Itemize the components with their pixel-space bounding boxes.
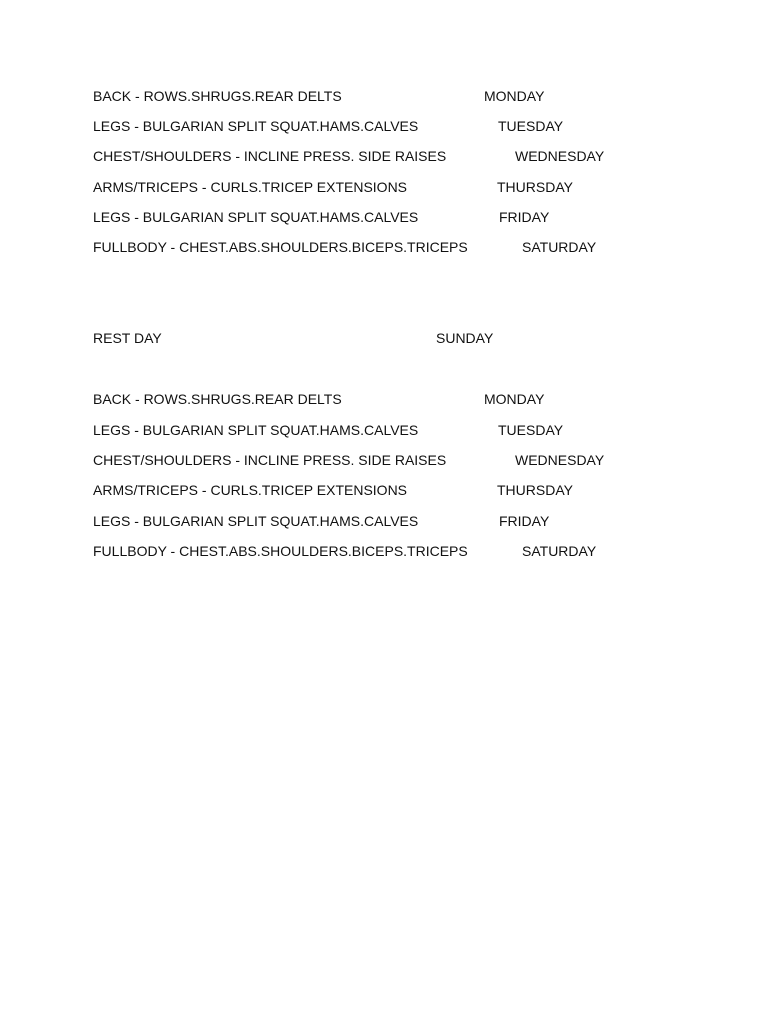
day-text: WEDNESDAY — [515, 452, 605, 468]
workout-text: FULLBODY - CHEST.ABS.SHOULDERS.BICEPS.TRICEPS — [93, 543, 468, 559]
day-text: SATURDAY — [522, 543, 597, 559]
day-text: SATURDAY — [522, 239, 597, 255]
schedule-row-sunday — [0, 328, 768, 348]
schedule-row-saturday — [0, 541, 768, 561]
workout-text: CHEST/SHOULDERS - INCLINE PRESS. SIDE RAISES — [93, 452, 447, 468]
day-text: THURSDAY — [497, 482, 573, 498]
day-text: FRIDAY — [499, 513, 550, 529]
day-text: SUNDAY — [436, 330, 494, 346]
workout-text: FULLBODY - CHEST.ABS.SHOULDERS.BICEPS.TRICEPS — [93, 239, 468, 255]
workout-text: BACK - ROWS.SHRUGS.REAR DELTS — [93, 391, 342, 407]
day-text: TUESDAY — [498, 118, 564, 134]
schedule-row-wednesday — [0, 146, 768, 166]
schedule-row-monday — [0, 86, 768, 106]
workout-text: LEGS - BULGARIAN SPLIT SQUAT.HAMS.CALVES — [93, 422, 419, 438]
schedule-row-friday — [0, 207, 768, 227]
workout-text: REST DAY — [93, 330, 162, 346]
workout-text: LEGS - BULGARIAN SPLIT SQUAT.HAMS.CALVES — [93, 513, 419, 529]
day-text: WEDNESDAY — [515, 148, 605, 164]
schedule-row-thursday — [0, 480, 768, 500]
schedule-row-tuesday — [0, 420, 768, 440]
workout-text: ARMS/TRICEPS - CURLS.TRICEP EXTENSIONS — [93, 179, 408, 195]
schedule-row-monday — [0, 389, 768, 409]
schedule-row-tuesday — [0, 116, 768, 136]
schedule-row-saturday — [0, 237, 768, 257]
day-text: THURSDAY — [497, 179, 573, 195]
workout-text: LEGS - BULGARIAN SPLIT SQUAT.HAMS.CALVES — [93, 118, 419, 134]
schedule-row-thursday — [0, 177, 768, 197]
day-text: FRIDAY — [499, 209, 550, 225]
workout-text: BACK - ROWS.SHRUGS.REAR DELTS — [93, 88, 342, 104]
day-text: MONDAY — [484, 88, 545, 104]
schedule-row-friday — [0, 511, 768, 531]
day-text: TUESDAY — [498, 422, 564, 438]
schedule-row-wednesday — [0, 450, 768, 470]
workout-text: LEGS - BULGARIAN SPLIT SQUAT.HAMS.CALVES — [93, 209, 419, 225]
workout-text: ARMS/TRICEPS - CURLS.TRICEP EXTENSIONS — [93, 482, 408, 498]
workout-text: CHEST/SHOULDERS - INCLINE PRESS. SIDE RAISES — [93, 148, 447, 164]
day-text: MONDAY — [484, 391, 545, 407]
